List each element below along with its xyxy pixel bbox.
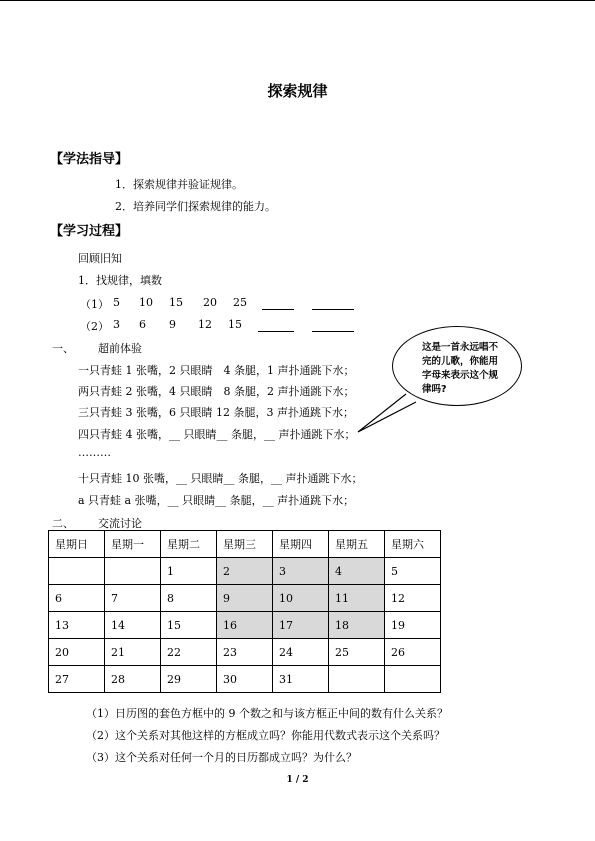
- guidance-item-2: 2．培养同学们探索规律的能力。: [115, 200, 276, 213]
- calendar-cell: 14: [105, 612, 161, 639]
- calendar-row: [49, 612, 441, 639]
- page-number: 1 / 2: [286, 775, 309, 785]
- weekday-header: 星期三: [217, 531, 273, 558]
- frog-line: 十只青蛙 10 张嘴，__ 只眼睛__ 条腿，__ 声扑通跳下水；: [78, 472, 363, 485]
- question-2: （2）这个关系对其他这样的方框成立吗？你能用代数式表示这个关系吗？: [86, 729, 445, 742]
- weekday-header: 星期一: [105, 531, 161, 558]
- calendar-cell: 23: [217, 639, 273, 666]
- calendar-cell: 8: [161, 585, 217, 612]
- calendar-header-row: [49, 531, 441, 558]
- speech-bubble-text: 这是一首永远唱不完的儿歌，你能用字母来表示这个规律吗?: [422, 342, 499, 395]
- calendar-cell: 19: [385, 612, 441, 639]
- sequence-number: 3: [113, 318, 120, 331]
- calendar-cell: [105, 558, 161, 585]
- calendar-cell-highlighted: 2: [217, 558, 273, 585]
- answer-blank[interactable]: [258, 330, 294, 332]
- answer-blank[interactable]: [312, 308, 354, 310]
- calendar-cell: 24: [273, 639, 329, 666]
- calendar-cell: 21: [105, 639, 161, 666]
- calendar-table: [48, 530, 441, 693]
- header-rule: [0, 0, 595, 1]
- sequence-label: （1）: [80, 298, 109, 311]
- page-title: 探索规律: [267, 82, 328, 100]
- calendar-row: [49, 558, 441, 585]
- weekday-header: 星期二: [161, 531, 217, 558]
- weekday-header: 星期六: [385, 531, 441, 558]
- calendar-cell: 20: [49, 639, 105, 666]
- speech-bubble-tail-cover: [354, 380, 424, 440]
- sequence-number: 6: [139, 318, 146, 331]
- frog-line: 两只青蛙 2 张嘴，4 只眼睛 8 条腿，2 声扑通跳下水；: [78, 385, 355, 398]
- sequence-number: 25: [233, 296, 247, 309]
- frog-line: 四只青蛙 4 张嘴，__ 只眼睛__ 条腿，__ 声扑通跳下水；: [78, 428, 356, 441]
- part-2-label: 二、: [52, 517, 74, 530]
- calendar-cell-highlighted: 17: [273, 612, 329, 639]
- frog-line: 三只青蛙 3 张嘴，6 只眼睛 12 条腿，3 声扑通跳下水；: [78, 406, 354, 419]
- calendar-cell: 12: [385, 585, 441, 612]
- calendar-cell: 31: [273, 666, 329, 693]
- question-3: （3）这个关系对任何一个月的日历都成立吗？为什么？: [86, 751, 357, 764]
- calendar-cell-highlighted: 11: [329, 585, 385, 612]
- sequence-number: 20: [203, 296, 217, 309]
- calendar-cell: 1: [161, 558, 217, 585]
- calendar-cell: 27: [49, 666, 105, 693]
- sequence-label: （2）: [80, 320, 109, 333]
- calendar-cell: 15: [161, 612, 217, 639]
- calendar-cell-highlighted: 10: [273, 585, 329, 612]
- calendar-cell: 13: [49, 612, 105, 639]
- sequence-number: 12: [198, 318, 212, 331]
- calendar-row: [49, 585, 441, 612]
- frog-ellipsis: ………: [78, 446, 111, 459]
- weekday-header: 星期四: [273, 531, 329, 558]
- calendar-cell: 26: [385, 639, 441, 666]
- calendar-cell-highlighted: 16: [217, 612, 273, 639]
- calendar-row: [49, 639, 441, 666]
- part-1-title: 超前体验: [98, 342, 142, 355]
- part-2-title: 交流讨论: [98, 517, 142, 530]
- weekday-header: 星期五: [329, 531, 385, 558]
- weekday-header: 星期日: [49, 531, 105, 558]
- calendar-cell-highlighted: 3: [273, 558, 329, 585]
- section-heading-guidance: 【学法指导】: [50, 152, 129, 167]
- frog-line: 一只青蛙 1 张嘴，2 只眼睛 4 条腿，1 声扑通跳下水；: [78, 364, 355, 377]
- find-rule-label: 1．找规律，填数: [78, 274, 162, 287]
- calendar-cell: 28: [105, 666, 161, 693]
- calendar-cell: [385, 666, 441, 693]
- calendar-cell: 29: [161, 666, 217, 693]
- calendar-cell: 6: [49, 585, 105, 612]
- calendar-cell: 7: [105, 585, 161, 612]
- calendar-cell-highlighted: 18: [329, 612, 385, 639]
- calendar-cell-highlighted: 9: [217, 585, 273, 612]
- section-heading-process: 【学习过程】: [50, 224, 129, 239]
- sequence-number: 5: [113, 296, 120, 309]
- sequence-number: 9: [169, 318, 176, 331]
- question-1: （1）日历图的套色方框中的 9 个数之和与该方框正中间的数有什么关系？: [86, 707, 448, 720]
- answer-blank[interactable]: [262, 308, 294, 310]
- sequence-number: 15: [228, 318, 242, 331]
- part-1-label: 一、: [52, 342, 74, 355]
- calendar-cell: [329, 666, 385, 693]
- sequence-number: 15: [169, 296, 183, 309]
- calendar-cell: 22: [161, 639, 217, 666]
- review-label: 回顾旧知: [78, 252, 122, 265]
- frog-line: a 只青蛙 a 张嘴，__ 只眼睛__ 条腿，__ 声扑通跳下水；: [78, 494, 355, 507]
- calendar-cell: [49, 558, 105, 585]
- calendar-cell-highlighted: 4: [329, 558, 385, 585]
- calendar-cell: 25: [329, 639, 385, 666]
- calendar-row: [49, 666, 441, 693]
- calendar-cell: 5: [385, 558, 441, 585]
- sequence-number: 10: [139, 296, 153, 309]
- calendar-cell: 30: [217, 666, 273, 693]
- guidance-item-1: 1．探索规律并验证规律。: [115, 178, 243, 191]
- answer-blank[interactable]: [312, 330, 354, 332]
